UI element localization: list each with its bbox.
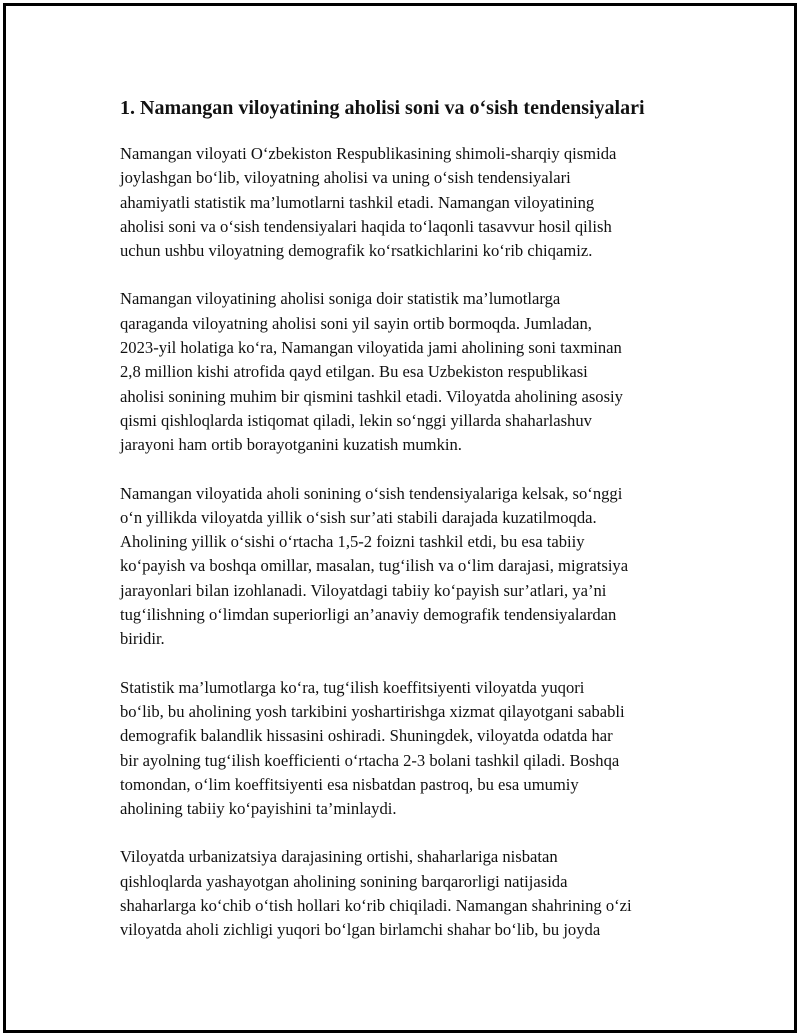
page-frame [3,3,797,1033]
text-line: tomondan, o‘lim koeffitsiyenti esa nisbatdan pastroq, bu esa umumiy [120,774,579,794]
paragraph-urbanization [120,845,692,942]
text-line: o‘n yillikda viloyatda yillik o‘sish sur’ati stabili darajada kuzatilmoqda. [120,507,597,527]
text-line: qishloqlarda yashayotgan aholining sonining barqarorligi natijasida [120,871,568,891]
text-line: bir ayolning tug‘ilish koefficienti o‘rtacha 2-3 bolani tashkil qiladi. Boshqa [120,750,620,770]
text-line: uchun ushbu viloyatning demografik ko‘rsatkichlarini ko‘rib chiqamiz. [120,241,593,261]
paragraph-population-statistics [120,287,692,457]
text-line: jarayonlari bilan izohlanadi. Viloyatdagi tabiiy ko‘payish sur’atlari, ya’ni [120,580,607,600]
text-line: qismi qishloqlarda istiqomat qiladi, lekin so‘nggi yillarda shaharlashuv [120,410,592,430]
text-line: ahamiyatli statistik ma’lumotlarni tashkil etadi. Namangan viloyatining [120,192,595,212]
text-line: jarayoni ham ortib borayotganini kuzatish mumkin. [120,435,462,455]
text-line: bo‘lib, bu aholining yosh tarkibini yoshartirishga xizmat qilayotgani sababli [120,701,625,721]
text-line: aholisi sonining muhim bir qismini tashkil etadi. Viloyatda aholining asosiy [120,386,623,406]
text-line: Namangan viloyatining aholisi soniga doir statistik ma’lumotlarga [120,289,561,309]
text-line: viloyatda aholi zichligi yuqori bo‘lgan birlamchi shahar bo‘lib, bu joyda [120,920,601,940]
text-line: shaharlarga ko‘chib o‘tish hollari ko‘rib chiqiladi. Namangan shahrining o‘zi [120,896,632,916]
text-line: Statistik ma’lumotlarga ko‘ra, tug‘ilish koeffitsiyenti viloyatda yuqori [120,677,585,697]
text-line: demografik balandlik hissasini oshiradi. Shuningdek, viloyatda odatda har [120,726,613,746]
text-line: Aholining yillik o‘sishi o‘rtacha 1,5-2 foizni tashkil etdi, bu esa tabiiy [120,532,585,552]
text-line: 2023-yil holatiga ko‘ra, Namangan viloyatida jami aholining soni taxminan [120,338,622,358]
text-line: tug‘ilishning o‘limdan superiorligi an’anaviy demografik tendensiyalardan [120,605,617,625]
text-line: ko‘payish va boshqa omillar, masalan, tug‘ilish va o‘lim darajasi, migratsiya [120,556,629,576]
text-line: 2,8 million kishi atrofida qayd etilgan. Bu esa Uzbekiston respublikasi [120,362,588,382]
paragraph-birth-rate [120,676,692,822]
text-line: Namangan viloyatida aholi sonining o‘sish tendensiyalariga kelsak, so‘nggi [120,483,623,503]
paragraph-growth-trends [120,482,692,652]
section-heading: 1. Namangan viloyatining aholisi soni va o‘sish tendensiyalari [120,97,645,119]
text-line: qaraganda viloyatning aholisi soni yil sayin ortib bormoqda. Jumladan, [120,313,592,333]
document-body [120,94,692,967]
text-line: Namangan viloyati O‘zbekiston Respublikasining shimoli-sharqiy qismida [120,144,617,163]
paragraph-population-overview [120,142,692,263]
text-line: joylashgan bo‘lib, viloyatning aholisi va uning o‘sish tendensiyalari [120,168,571,188]
text-line: Viloyatda urbanizatsiya darajasining ortishi, shaharlariga nisbatan [120,847,558,867]
text-line: aholining tabiiy ko‘payishini ta’minlaydi. [120,799,397,819]
text-line: aholisi soni va o‘sish tendensiyalari haqida to‘laqonli tasavvur hosil qilish [120,216,612,236]
text-line: biridir. [120,629,165,649]
